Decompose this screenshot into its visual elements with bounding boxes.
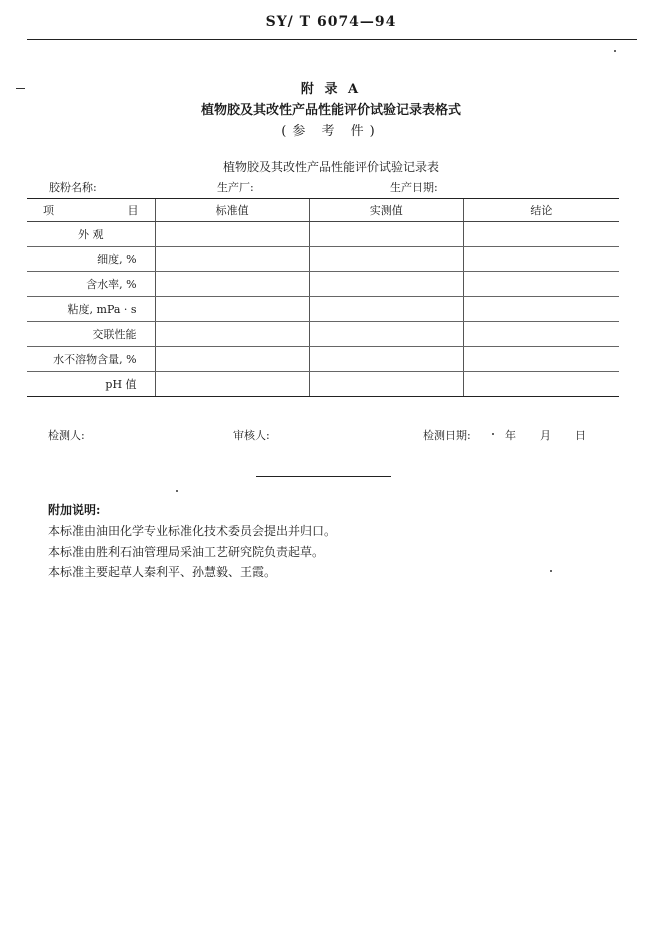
header-item-b: 目 xyxy=(127,204,139,217)
table-row xyxy=(27,297,619,322)
cell-conclusion xyxy=(463,272,619,297)
cell-conclusion xyxy=(463,322,619,347)
cell-standard xyxy=(155,247,309,272)
row-label-viscosity: 粘度, mPa · s xyxy=(67,303,137,316)
appendix-title: 植物胶及其改性产品性能评价试验记录表格式 xyxy=(200,103,461,118)
cell-standard xyxy=(155,297,309,322)
header-item xyxy=(27,199,155,222)
row-label-crosslinking: 交联性能 xyxy=(92,328,137,341)
inspection-date-label: 检测日期: xyxy=(423,429,471,442)
cell-measured xyxy=(309,372,463,397)
row-label-ph: pH 值 xyxy=(105,378,137,391)
date-year: 年 xyxy=(505,429,516,442)
cell-standard xyxy=(155,222,309,247)
cell-conclusion xyxy=(463,247,619,272)
header-item-a: 项 xyxy=(43,204,54,217)
production-date-label: 生产日期: xyxy=(390,181,438,194)
scan-speck xyxy=(550,570,552,572)
header-conclusion: 结论 xyxy=(463,199,619,222)
table-row xyxy=(27,372,619,397)
inspector-label: 检测人: xyxy=(48,429,85,442)
header-standard: 标准值 xyxy=(155,199,309,222)
cell-conclusion xyxy=(463,372,619,397)
cell-measured xyxy=(309,347,463,372)
cell-standard xyxy=(155,347,309,372)
row-label-insoluble: 水不溶物含量, % xyxy=(53,353,137,366)
table-title: 植物胶及其改性产品性能评价试验记录表 xyxy=(222,160,439,174)
cell-measured xyxy=(309,247,463,272)
cell-measured xyxy=(309,222,463,247)
table-row xyxy=(27,247,619,272)
cell-conclusion xyxy=(463,222,619,247)
table-header-row xyxy=(27,199,619,222)
record-table xyxy=(27,198,619,397)
reviewer-label: 审核人: xyxy=(233,429,270,442)
header-rule xyxy=(27,39,637,40)
scan-speck xyxy=(492,433,494,435)
appendix-label: 附 录 A xyxy=(300,82,362,97)
note-line-2: 本标准由胜利石油管理局采油工艺研究院负责起草。 xyxy=(48,545,325,559)
row-label-fineness: 细度, % xyxy=(97,253,137,266)
date-month: 月 xyxy=(540,429,551,442)
table-row xyxy=(27,272,619,297)
appendix-note: (参 考 件) xyxy=(281,124,381,139)
note-line-3: 本标准主要起草人秦利平、孙慧毅、王霞。 xyxy=(48,565,277,579)
standard-code: SY/ T 6074—94 xyxy=(265,14,397,30)
cell-measured xyxy=(309,322,463,347)
date-day: 日 xyxy=(575,429,586,442)
row-label-appearance: 外 观 xyxy=(78,228,104,241)
row-label-moisture: 含水率, % xyxy=(86,278,137,291)
cell-measured xyxy=(309,297,463,322)
cell-measured xyxy=(309,272,463,297)
table-row xyxy=(27,322,619,347)
table-row xyxy=(27,347,619,372)
cell-standard xyxy=(155,372,309,397)
scan-speck xyxy=(176,490,178,492)
notes-title: 附加说明: xyxy=(48,503,101,517)
gum-name-label: 胶粉名称: xyxy=(49,181,97,194)
table-row xyxy=(27,222,619,247)
note-line-1: 本标准由油田化学专业标准化技术委员会提出并归口。 xyxy=(48,524,337,538)
cell-standard xyxy=(155,272,309,297)
cell-conclusion xyxy=(463,347,619,372)
scan-speck xyxy=(614,50,616,52)
end-rule xyxy=(256,476,391,477)
manufacturer-label: 生产厂: xyxy=(217,181,254,194)
cell-conclusion xyxy=(463,297,619,322)
header-measured: 实测值 xyxy=(309,199,463,222)
cell-standard xyxy=(155,322,309,347)
